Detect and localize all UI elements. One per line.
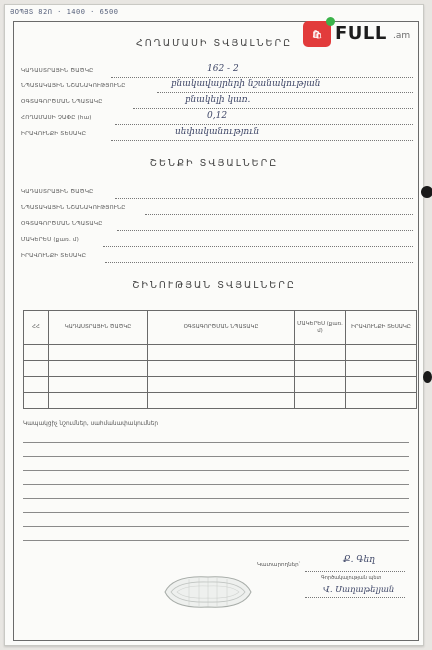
section-title-structure: ՇԻՆՈՒԹՅԱՆ ՏՎՅԱԼՆԵՐԸ — [132, 280, 296, 291]
field-label: ԿԱԴԱՍՏՐԱՅԻՆ ԾԱԾԿԸ — [21, 189, 94, 195]
table-cell — [346, 345, 417, 361]
field-label: ՕԳՏԱԳՈՐԾՄԱՆ ՆՊԱՏԱԿԸ — [21, 221, 103, 227]
land-field-area — [21, 111, 413, 125]
table-cell — [346, 361, 417, 377]
col-header-area: ՄԱԿԵՐԵՍ (քառ. մ) — [295, 311, 346, 345]
binder-hole — [421, 186, 432, 198]
logo-tld: .am — [393, 31, 411, 41]
notes-label: Կապակցիչ նշումներ, սահմանափակումներ — [23, 421, 159, 427]
hologram-seal — [159, 573, 257, 611]
field-label: ԻՐԱՎՈՒՆՔԻ ՏԵՍԱԿԸ — [21, 253, 87, 259]
table-row — [24, 393, 417, 409]
col-header-number: ՀՀ — [24, 311, 49, 345]
building-field-cadastral — [21, 189, 413, 199]
table-cell — [148, 393, 295, 409]
land-field-purpose — [21, 79, 413, 93]
building-field-purpose — [21, 205, 413, 215]
note-line — [23, 456, 409, 457]
table-cell — [295, 393, 346, 409]
table-row — [24, 377, 417, 393]
binder-hole — [423, 371, 432, 383]
table-cell — [148, 361, 295, 377]
executors-label: Կատարողներ՝ — [257, 562, 301, 568]
table-cell — [49, 377, 148, 393]
building-field-area — [21, 237, 413, 247]
table-cell — [148, 377, 295, 393]
land-field-cadastral — [21, 64, 413, 78]
signature-1: Ք. Գեղ — [343, 555, 375, 565]
note-line — [23, 470, 409, 471]
field-label: ՕԳՏԱԳՈՐԾՄԱՆ ՆՊԱՏԱԿԸ — [21, 99, 103, 105]
note-line — [23, 484, 409, 485]
col-header-usage: ՕԳՏԱԳՈՐԾՄԱՆ ՆՊԱՏԱԿԸ — [148, 311, 295, 345]
table-cell — [49, 361, 148, 377]
col-header-cadastral: ԿԱԴԱՍՏՐԱՅԻՆ ԾԱԾԿԸ — [49, 311, 148, 345]
table-row — [24, 361, 417, 377]
certificate-page — [4, 4, 424, 646]
signature-2: Վ. Սաղաթելյան — [323, 585, 395, 595]
note-line — [23, 442, 409, 443]
field-label: ՄԱԿԵՐԵՍ (քառ. մ) — [21, 237, 80, 243]
field-label: ԿԱԴԱՍՏՐԱՅԻՆ ԾԱԾԿԸ — [21, 68, 94, 74]
field-label: ՀՈՂԱՄԱՍԻ ՉԱՓԸ (հա) — [21, 115, 92, 121]
note-line — [23, 512, 409, 513]
note-line — [23, 526, 409, 527]
table-cell — [24, 345, 49, 361]
field-value: 162 - 2 — [207, 64, 239, 74]
table-cell — [49, 345, 148, 361]
table-cell — [295, 345, 346, 361]
table-cell — [148, 345, 295, 361]
field-value: սեփականություն — [175, 127, 260, 137]
land-field-right — [21, 127, 413, 141]
table-cell — [295, 361, 346, 377]
field-value: բնակելի կառ. — [185, 95, 251, 105]
table-cell — [346, 377, 417, 393]
field-label: ԻՐԱՎՈՒՆՔԻ ՏԵՍԱԿԸ — [21, 131, 87, 137]
table-cell — [24, 393, 49, 409]
field-value: բնակավայրերի նշանակության — [171, 79, 321, 89]
land-field-usage — [21, 95, 413, 109]
shopping-bag-icon: 🛍 — [303, 21, 331, 47]
col-header-right: ԻՐԱՎՈՒՆՔԻ ՏԵՍԱԿԸ — [346, 311, 417, 345]
field-value: 0,12 — [207, 111, 228, 121]
table-header-row — [24, 311, 417, 345]
logo-word: FULL — [335, 23, 387, 44]
table-cell — [295, 377, 346, 393]
table-cell — [49, 393, 148, 409]
structure-table — [23, 310, 417, 409]
building-field-usage — [21, 221, 413, 231]
section-title-building: ՇԵՆՔԻ ՏՎՅԱԼՆԵՐԸ — [149, 158, 279, 169]
note-line — [23, 498, 409, 499]
signature-line — [305, 571, 405, 572]
table-row — [24, 345, 417, 361]
serial-number: ՅՕՊՅՏ 82Ո · 1400 · 6500 — [10, 8, 119, 16]
section-title-land: ՀՈՂԱՄԱՍԻ ՏՎՅԱԼՆԵՐԸ — [135, 38, 293, 49]
signature-line — [305, 597, 405, 598]
field-label: ՆՊԱՏԱԿԱՅԻՆ ՆՇԱՆԱԿՈՒԹՅՈՒՆԸ — [21, 83, 126, 89]
building-field-right — [21, 253, 413, 263]
table-cell — [24, 361, 49, 377]
table-cell — [346, 393, 417, 409]
field-label: ՆՊԱՏԱԿԱՅԻՆ ՆՇԱՆԱԿՈՒԹՅՈՒՆԸ — [21, 205, 126, 211]
table-cell — [24, 377, 49, 393]
note-line — [23, 540, 409, 541]
agency-head-title: Գործակալության պետ — [321, 575, 382, 581]
